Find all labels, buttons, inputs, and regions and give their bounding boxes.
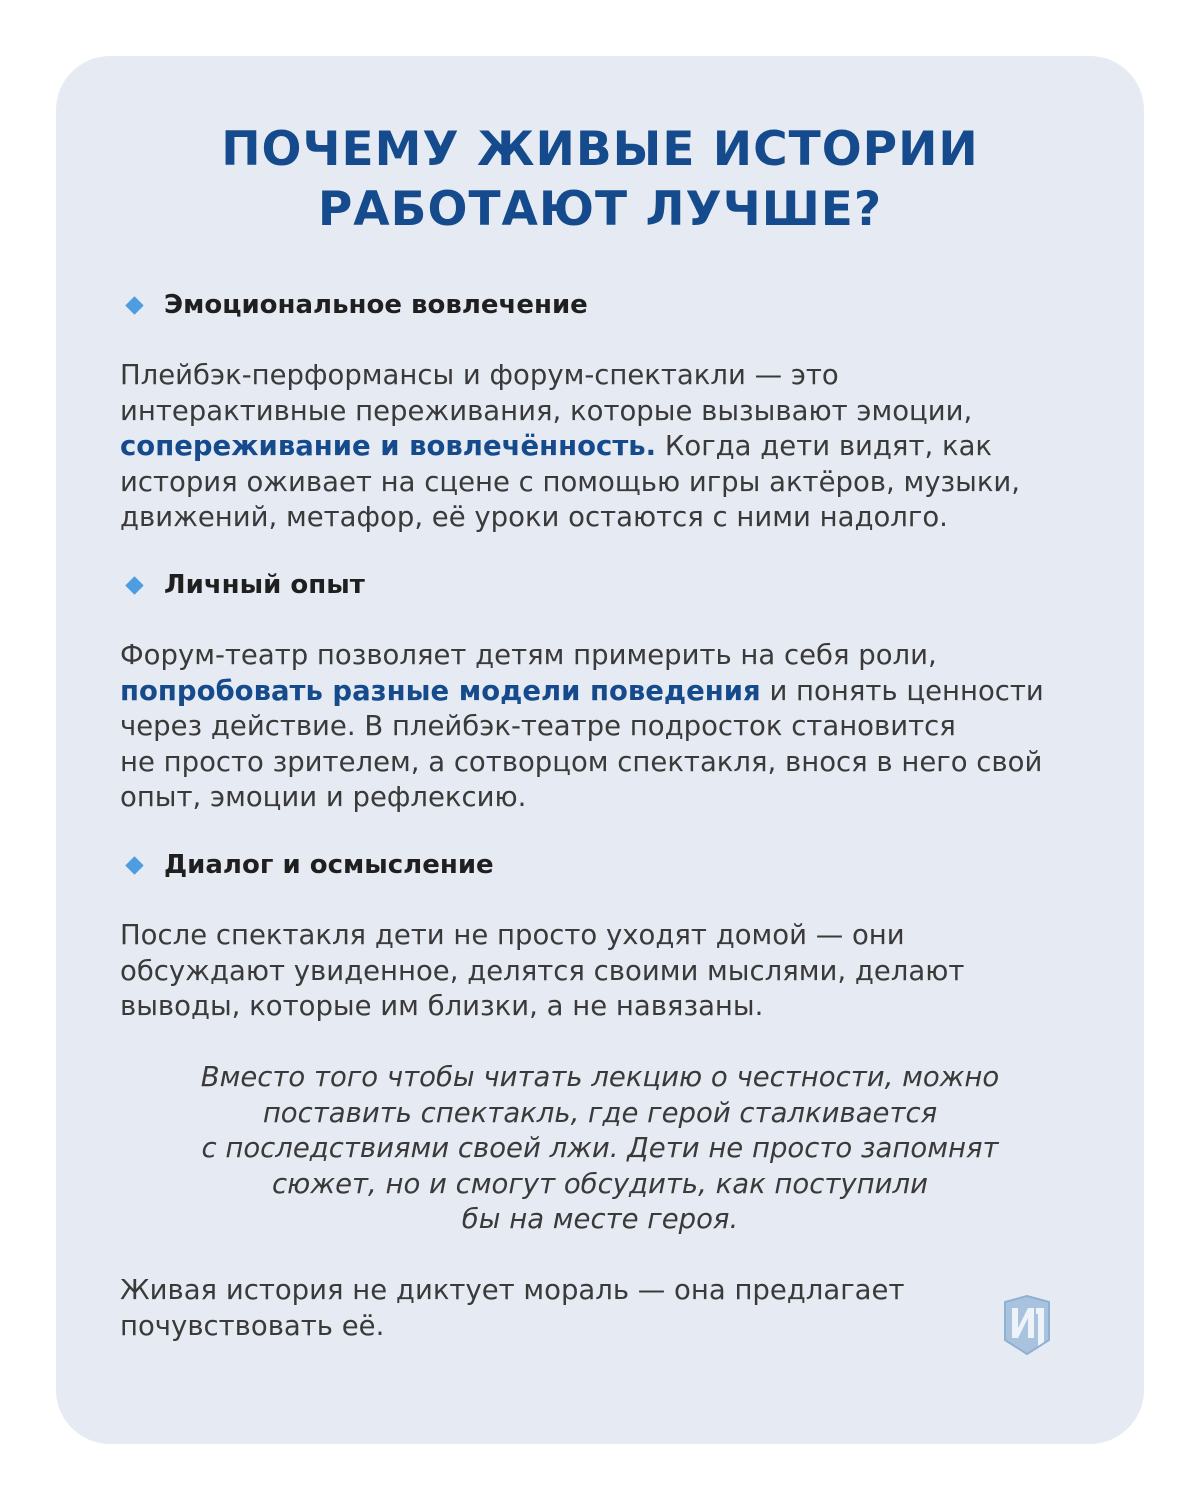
quote-line: с последствиями своей лжи. Дети не просто запомнят (201, 1132, 999, 1164)
paragraph-line: через действие. В плейбэк-театре подросток становится (120, 710, 956, 742)
diamond-bullet-icon (125, 576, 143, 594)
section-heading-dialogue (122, 847, 494, 883)
paragraph-text: Когда дети видят, как (656, 430, 993, 462)
section-paragraph (120, 638, 1110, 816)
quote-line: поставить спектакль, где герой сталкивается (262, 1096, 938, 1129)
content-card (56, 56, 1144, 1444)
quote-line: Вместо того чтобы читать лекцию о честности, можно (200, 1061, 1000, 1093)
section-heading-personal (122, 567, 365, 603)
page-title (56, 120, 1144, 240)
paragraph-text: и понять ценности (760, 674, 1044, 707)
paragraph-line: история оживает на сцене с помощью игры актёров, музыки, (120, 465, 1021, 498)
page-title-line: ПОЧЕМУ ЖИВЫЕ ИСТОРИИ (221, 122, 979, 177)
quote-line: бы на месте героя. (461, 1203, 739, 1235)
page-title-line: РАБОТАЮТ ЛУЧШЕ? (317, 182, 883, 237)
shield-logo-icon (1002, 1294, 1052, 1356)
closing-paragraph (120, 1273, 1110, 1344)
paragraph-line: почувствовать её. (120, 1309, 385, 1342)
paragraph-line: выводы, которые им близки, а не навязаны. (120, 990, 764, 1022)
section-paragraph (120, 358, 1110, 536)
diamond-bullet-icon (125, 856, 143, 874)
highlight-text: сопереживание и вовлечённость. (120, 430, 657, 462)
quote-line: сюжет, но и смогут обсудить, как поступили (272, 1167, 928, 1200)
paragraph-line: Плейбэк-перформансы и форум-спектакли — это (120, 359, 839, 391)
diamond-bullet-icon (125, 296, 143, 314)
paragraph-line: После спектакля дети не просто уходят домой — они (120, 919, 905, 951)
section-paragraph (120, 918, 1110, 1025)
paragraph-line: обсуждают увиденное, делятся своими мыслями, делают (120, 954, 965, 987)
section-heading-text: Диалог и осмысление (164, 850, 494, 880)
paragraph-line: интерактивные переживания, которые вызывают эмоции, (120, 394, 973, 427)
paragraph-line: не просто зрителем, а сотворцом спектакля, внося в него свой (120, 745, 1043, 778)
paragraph-line (120, 429, 1110, 465)
example-quote (56, 1060, 1144, 1238)
section-heading-emotional (122, 287, 588, 323)
section-heading-text: Эмоциональное вовлечение (164, 290, 588, 320)
paragraph-line: движений, метафор, её уроки остаются с ними надолго. (120, 501, 948, 533)
paragraph-line: Живая история не диктует мораль — она предлагает (120, 1274, 905, 1306)
section-heading-text: Личный опыт (164, 570, 365, 600)
paragraph-line: Форум-театр позволяет детям примерить на себя роли, (120, 639, 937, 671)
highlight-text: попробовать разные модели поведения (120, 674, 761, 707)
paragraph-line: опыт, эмоции и рефлексию. (120, 781, 527, 813)
paragraph-line (120, 674, 1110, 710)
